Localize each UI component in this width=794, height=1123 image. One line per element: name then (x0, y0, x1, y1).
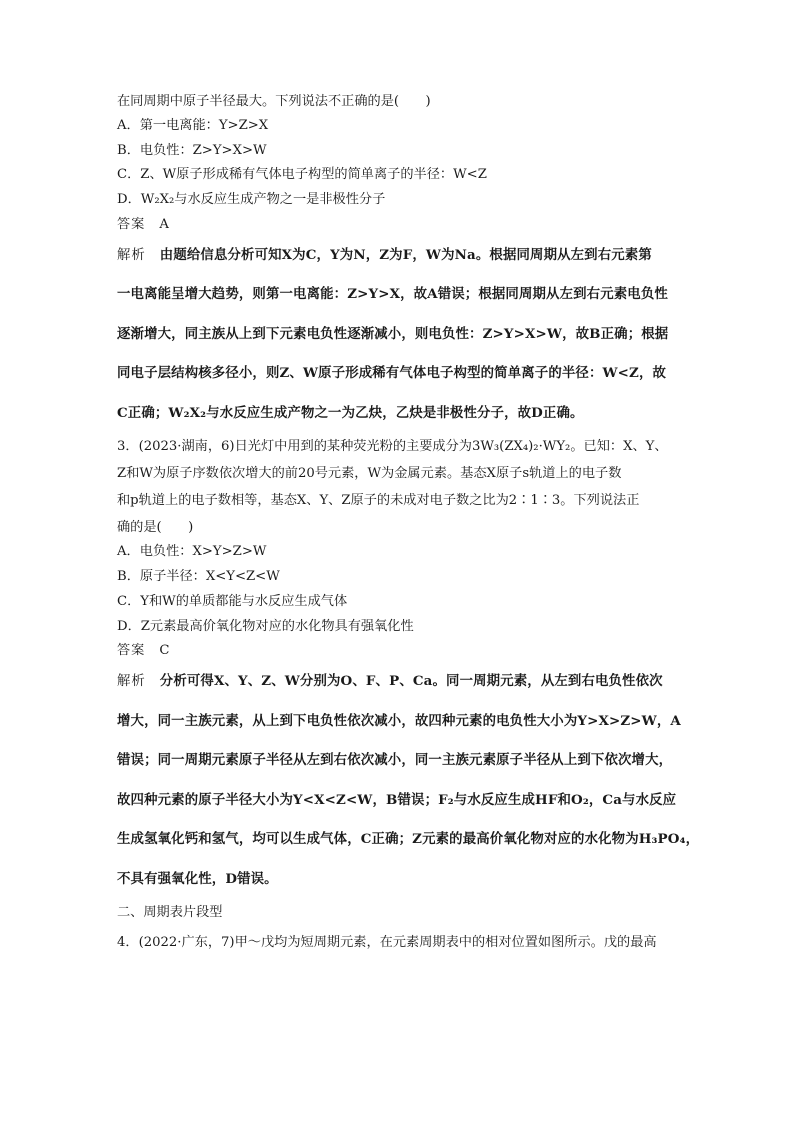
q3-analysis-text-0: 分析可得X、Y、Z、W分别为O、F、P、Ca。同一周期元素，从左到右电负性依次 (159, 673, 663, 690)
q2-analysis-text-0: 由题给信息分析可知X为C，Y为N，Z为F，W为Na。根据同周期从左到右元素第 (159, 246, 652, 263)
q3-answer (117, 643, 679, 659)
q2-analysis-tag: 解析 (117, 247, 146, 263)
q2-option-a: A．第一电离能：Y>Z>X (117, 118, 269, 133)
q3-analysis-line: 错误；同一周期元素原子半径从左到右依次减小，同一主族元素原子半径从上到下依次增大， (117, 752, 673, 769)
q3-analysis-line: 不具有强氧化性，D错误。 (117, 870, 278, 887)
q4-stem-line: 4．(2022·广东，7)甲～戊均为短周期元素，在元素周期表中的相对位置如图所示。戊的最高 (117, 934, 657, 950)
q2-analysis-line: 逐渐增大，同主族从上到下元素电负性逐渐减小，则电负性：Z>Y>X>W，故B正确；根据 (117, 325, 669, 342)
q3-answer-tag: 答案 (117, 643, 146, 659)
q3-stem-line: 3．(2023·湖南，6)日光灯中用到的某种荧光粉的主要成分为3W₃(ZX₄)₂·WY₂。已知：X、Y、 (117, 438, 668, 454)
q3-analysis-line (117, 673, 679, 689)
q2-option-d: D．W₂X₂与水反应生成产物之一是非极性分子 (117, 192, 386, 208)
q2-option-c: C．Z、W原子形成稀有气体电子构型的简单离子的半径：W<Z (117, 167, 487, 183)
q3-option-a: A．电负性：X>Y>Z>W (117, 544, 267, 560)
q3-stem-line: 确的是( ) (117, 519, 194, 535)
q2-analysis-line (117, 247, 679, 263)
section-heading: 二、周期表片段型 (117, 904, 223, 920)
q2-option-b: B．电负性：Z>Y>X>W (117, 142, 267, 158)
q3-analysis-line: 生成氢氧化钙和氢气，均可以生成气体，C正确；Z元素的最高价氧化物对应的水化物为H₃PO₄， (117, 831, 700, 848)
q3-option-d: D．Z元素最高价氧化物对应的水化物具有强氧化性 (117, 618, 414, 634)
q2-answer-value: A (159, 216, 169, 232)
q2-stem-tail: 在同周期中原子半径最大。下列说法不正确的是( ) (117, 94, 431, 109)
q3-stem-line: 和p轨道上的电子数相等，基态X、Y、Z原子的未成对电子数之比为2∶1∶3。下列说法正 (117, 492, 640, 508)
q3-analysis-tag: 解析 (117, 674, 146, 690)
q3-analysis-line: 增大，同一主族元素，从上到下电负性依次减小，故四种元素的电负性大小为Y>X>Z>W，A (117, 712, 681, 729)
q2-analysis-line: 一电离能呈增大趋势，则第一电离能：Z>Y>X，故A错误；根据同周期从左到右元素电负性 (117, 286, 668, 303)
q2-analysis-line: C正确；W₂X₂与水反应生成产物之一为乙炔，乙炔是非极性分子，故D正确。 (117, 404, 584, 421)
q2-answer (117, 217, 679, 233)
document-page (117, 94, 700, 962)
q3-option-c: C．Y和W的单质都能与水反应生成气体 (117, 593, 348, 609)
q3-stem-line: Z和W为原子序数依次增大的前20号元素，W为金属元素。基态X原子s轨道上的电子数 (117, 465, 622, 481)
q2-analysis-line: 同电子层结构核多径小，则Z、W原子形成稀有气体电子构型的简单离子的半径：W<Z，故 (117, 365, 667, 382)
q3-option-b: B．原子半径：X<Y<Z<W (117, 569, 280, 585)
q3-analysis-line: 故四种元素的原子半径大小为Y<X<Z<W，B错误；F₂与水反应生成HF和O₂，Ca与水反应 (117, 791, 677, 808)
q2-answer-tag: 答案 (117, 216, 146, 232)
q3-answer-value: C (159, 643, 170, 659)
